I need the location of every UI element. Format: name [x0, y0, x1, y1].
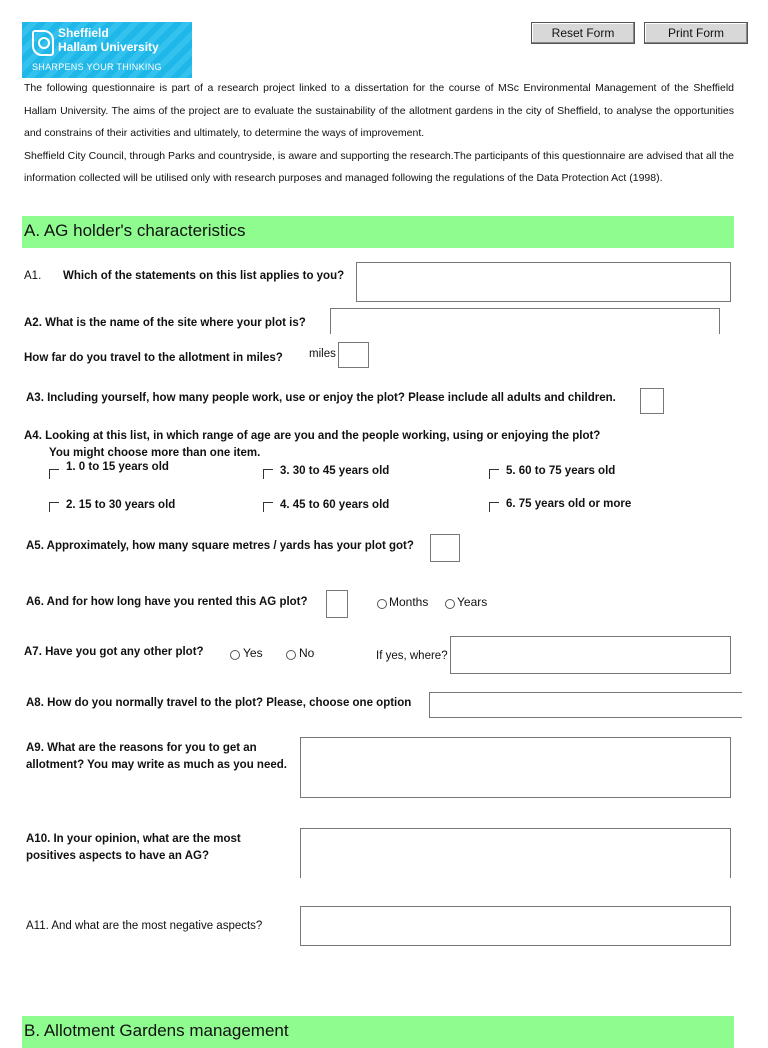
intro-text — [24, 77, 734, 190]
other-plot-no-radio[interactable] — [286, 650, 296, 660]
a2b-unit: miles — [309, 348, 336, 360]
a9-label-line-1: A9. What are the reasons for you to get an — [26, 742, 257, 754]
print-form-button[interactable]: Print Form — [644, 22, 748, 44]
section-b-header: B. Allotment Gardens management — [22, 1016, 734, 1048]
section-a-header: A. AG holder's characteristics — [22, 216, 734, 248]
a11-label: A11. And what are the most negative aspects? — [26, 920, 263, 932]
a5-label: A5. Approximately, how many square metres / yards has your plot got? — [26, 540, 414, 552]
years-radio[interactable] — [445, 599, 455, 609]
age-0-15-label: 1. 0 to 15 years old — [66, 461, 169, 473]
a6-duration-input[interactable] — [326, 590, 348, 618]
a2-label: A2. What is the name of the site where your plot is? — [24, 317, 306, 329]
age-75-plus-checkbox[interactable] — [489, 502, 499, 512]
a7-label: A7. Have you got any other plot? — [24, 646, 204, 658]
a1-label: Which of the statements on this list applies to you? — [63, 270, 345, 282]
age-30-45-label: 3. 30 to 45 years old — [280, 465, 390, 477]
a10-label-line-1: A10. In your opinion, what are the most — [26, 833, 241, 845]
miles-input[interactable] — [338, 342, 369, 368]
months-label: Months — [389, 595, 429, 609]
a1-number: A1. — [24, 270, 42, 282]
age-60-75-checkbox[interactable] — [489, 469, 499, 479]
a3-people-input[interactable] — [640, 388, 664, 414]
age-45-60-checkbox[interactable] — [263, 502, 273, 512]
age-15-30-checkbox[interactable] — [49, 502, 59, 512]
age-0-15-checkbox[interactable] — [49, 469, 59, 479]
age-75-plus-label: 6. 75 years old or more — [506, 498, 632, 510]
other-plot-yes-radio[interactable] — [230, 650, 240, 660]
a11-negatives-textarea[interactable] — [300, 906, 731, 946]
a8-label: A8. How do you normally travel to the plot? Please, choose one option — [26, 697, 412, 709]
university-logo — [22, 22, 192, 78]
reset-form-button[interactable]: Reset Form — [531, 22, 635, 44]
a2-site-input[interactable] — [330, 308, 720, 334]
months-radio[interactable] — [377, 599, 387, 609]
a9-label-line-2: allotment? You may write as much as you need. — [26, 759, 287, 771]
age-30-45-checkbox[interactable] — [263, 469, 273, 479]
logo-line-2: Hallam University — [58, 40, 159, 54]
other-plot-yes-label: Yes — [243, 646, 263, 660]
a1-input[interactable] — [356, 262, 731, 302]
age-15-30-label: 2. 15 to 30 years old — [66, 499, 176, 511]
a7-where-label: If yes, where? — [376, 650, 448, 662]
a2b-label: How far do you travel to the allotment in miles? — [24, 352, 283, 364]
other-plot-no-label: No — [299, 646, 315, 660]
intro-paragraph-2: Sheffield City Council, through Parks and countryside, is aware and supporting the research.The participants of this questionnaire are advised that all the information collected will be utilised only with research purposes and managed following the regulations of the Data Protection Act (1998). — [24, 149, 734, 184]
a4-label: A4. Looking at this list, in which range of age are you and the people working, using or enjoying the plot? — [24, 430, 601, 442]
years-label: Years — [457, 595, 488, 609]
age-60-75-label: 5. 60 to 75 years old — [506, 465, 616, 477]
logo-tagline: SHARPENS YOUR THINKING — [32, 62, 162, 72]
logo-line-1: Sheffield — [58, 26, 109, 40]
intro-paragraph-1: The following questionnaire is part of a research project linked to a dissertation for the course of MSc Environmental Management of the Sheffield Hallam University. The aims of the project are to evaluate the sustainability of the allotment gardens in the city of Sheffield, to analyse the opportunities and constrains of their activities and ultimately, to determine the ways of improvement. — [24, 82, 734, 139]
a10-positives-textarea[interactable] — [300, 828, 731, 878]
a7-where-input[interactable] — [450, 636, 731, 674]
a9-reasons-textarea[interactable] — [300, 737, 731, 798]
a4-hint: You might choose more than one item. — [49, 447, 261, 459]
logo-mark-icon — [32, 30, 54, 56]
age-45-60-label: 4. 45 to 60 years old — [280, 499, 390, 511]
a6-label: A6. And for how long have you rented this AG plot? — [26, 596, 308, 608]
a10-label-line-2: positives aspects to have an AG? — [26, 850, 209, 862]
a3-label: A3. Including yourself, how many people work, use or enjoy the plot? Please include all adults and children. — [26, 392, 616, 404]
a8-travel-select[interactable] — [429, 692, 742, 718]
a5-area-input[interactable] — [430, 534, 460, 562]
